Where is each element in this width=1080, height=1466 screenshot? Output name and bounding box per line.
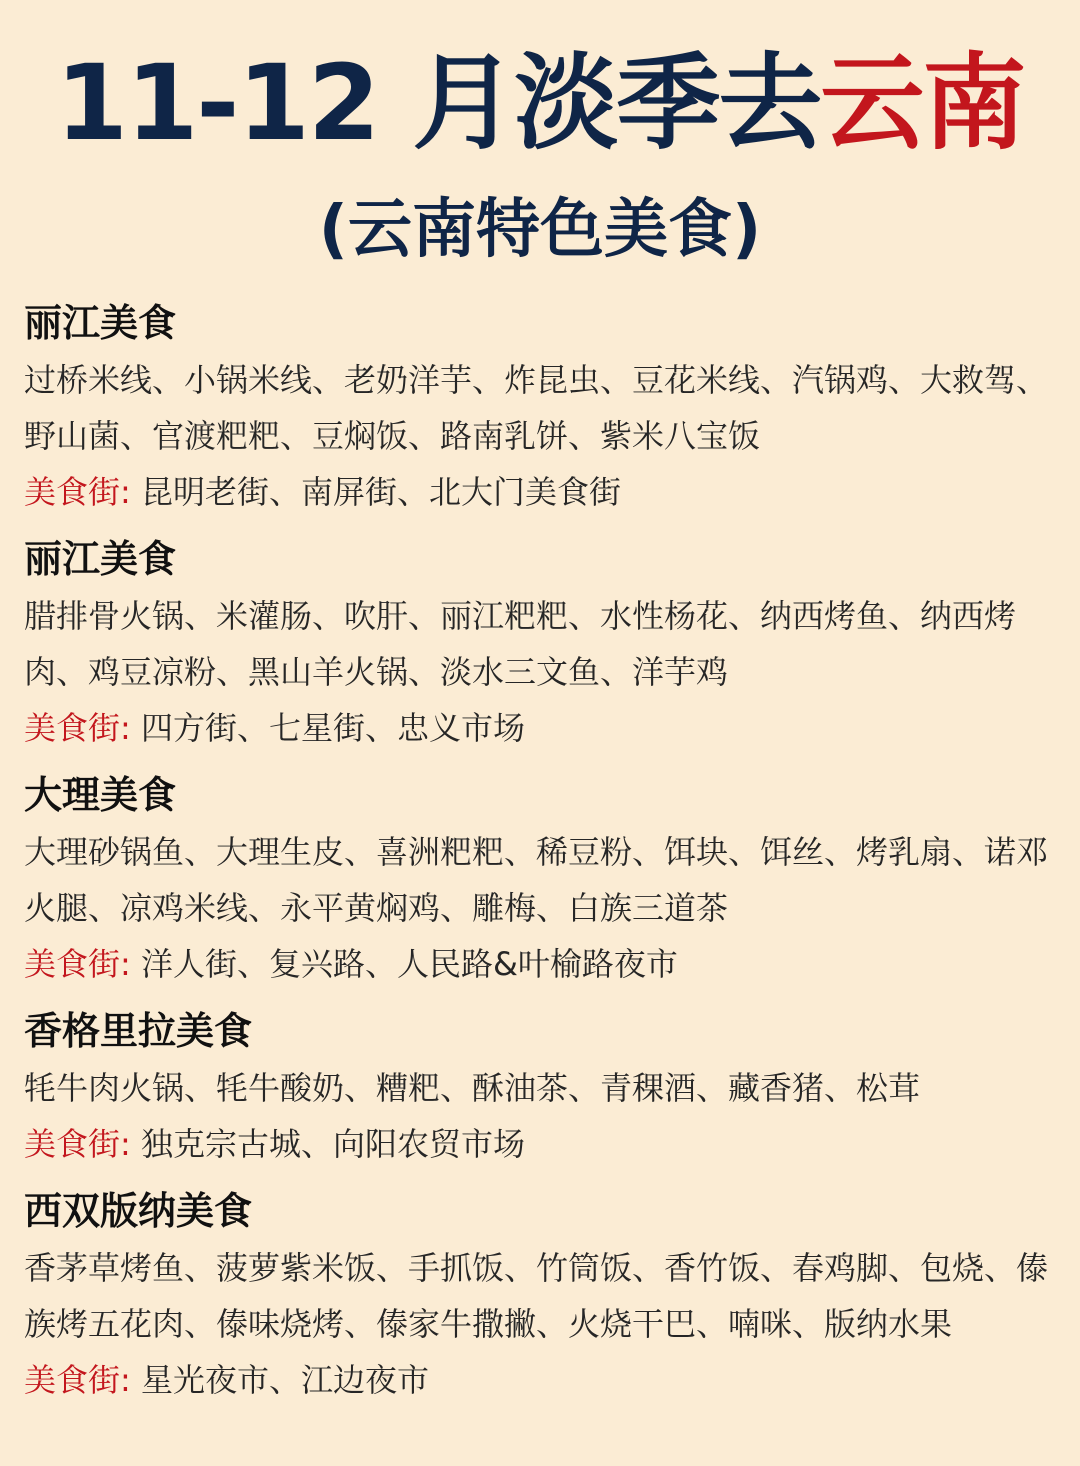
- food-street: [24, 1116, 1056, 1172]
- food-list: 大理砂锅鱼、大理生皮、喜洲粑粑、稀豆粉、饵块、饵丝、烤乳扇、诺邓火腿、凉鸡米线、永平黄焖鸡、雕梅、白族三道茶: [24, 833, 1049, 927]
- food-sections: [24, 294, 1056, 1408]
- food-section: [24, 1182, 1056, 1408]
- page-subtitle: (云南特色美食): [318, 193, 762, 267]
- food-street: [24, 936, 1056, 992]
- food-street: [24, 464, 1056, 520]
- food-section: [24, 294, 1056, 520]
- food-street: [24, 700, 1056, 756]
- food-list: 腊排骨火锅、米灌肠、吹肝、丽江粑粑、水性杨花、纳西烤鱼、纳西烤肉、鸡豆凉粉、黑山羊火锅、淡水三文鱼、洋芋鸡: [24, 597, 1017, 691]
- food-street-value: 独克宗古城、向阳农贸市场: [140, 1125, 525, 1163]
- food-section: [24, 530, 1056, 756]
- food-street-value: 昆明老街、南屏街、北大门美食街: [140, 473, 621, 511]
- section-heading: 大理美食: [24, 773, 177, 817]
- food-section: [24, 1002, 1056, 1172]
- food-street-label: 美食街:: [24, 709, 131, 747]
- food-street-value: 洋人街、复兴路、人民路&叶榆路夜市: [140, 945, 678, 983]
- food-street-value: 四方街、七星街、忠义市场: [140, 709, 525, 747]
- food-street-label: 美食街:: [24, 1125, 131, 1163]
- food-street-label: 美食街:: [24, 1361, 131, 1399]
- food-list: 香茅草烤鱼、菠萝紫米饭、手抓饭、竹筒饭、香竹饭、春鸡脚、包烧、傣族烤五花肉、傣味烧烤、傣家牛撒撇、火烧干巴、喃咪、版纳水果: [24, 1249, 1049, 1343]
- food-section: [24, 766, 1056, 992]
- section-heading: 香格里拉美食: [24, 1009, 253, 1053]
- title-highlight: 云南: [820, 42, 1025, 164]
- food-street-label: 美食街:: [24, 945, 131, 983]
- section-heading: 丽江美食: [24, 537, 177, 581]
- food-street: [24, 1352, 1056, 1408]
- page-title: [24, 0, 1056, 164]
- title-main: 11-12 月淡季去: [55, 42, 821, 164]
- food-list: 过桥米线、小锅米线、老奶洋芋、炸昆虫、豆花米线、汽锅鸡、大救驾、野山菌、官渡粑粑、豆焖饭、路南乳饼、紫米八宝饭: [24, 361, 1049, 455]
- food-list: 牦牛肉火锅、牦牛酸奶、糟粑、酥油茶、青稞酒、藏香猪、松茸: [24, 1069, 921, 1107]
- section-heading: 西双版纳美食: [24, 1189, 253, 1233]
- food-street-value: 星光夜市、江边夜市: [140, 1361, 429, 1399]
- food-street-label: 美食街:: [24, 473, 131, 511]
- section-heading: 丽江美食: [24, 301, 177, 345]
